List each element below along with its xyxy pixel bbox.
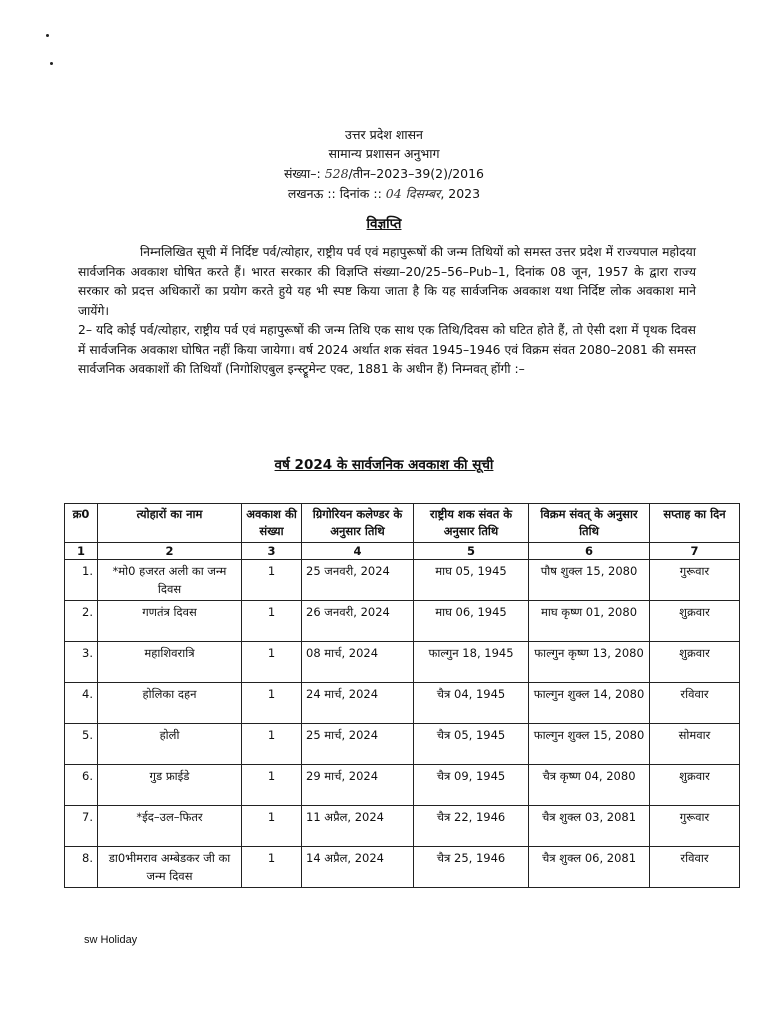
row-weekday: शुक्रवार [650, 765, 740, 806]
row-gregorian-date: 11 अप्रैल, 2024 [302, 806, 414, 847]
column-number: 1 [65, 543, 98, 560]
holiday-table [64, 503, 740, 888]
row-serial: 4. [65, 683, 98, 724]
row-festival-name: होली [98, 724, 242, 765]
column-number: 6 [529, 543, 650, 560]
header-serial: क्र0 [65, 504, 98, 543]
row-gregorian-date: 29 मार्च, 2024 [302, 765, 414, 806]
row-serial: 8. [65, 847, 98, 888]
row-holiday-count: 1 [242, 806, 302, 847]
notice-body [78, 243, 696, 380]
table-row [65, 642, 740, 683]
reference-prefix: संख्या–: [283, 166, 321, 181]
row-weekday: शुक्रवार [650, 601, 740, 642]
row-weekday: गुरूवार [650, 560, 740, 601]
row-shaka-date: फाल्गुन 18, 1945 [414, 642, 529, 683]
handwritten-date: 04 दिसम्बर [385, 186, 441, 201]
header-department: सामान्य प्रशासन अनुभाग [328, 146, 440, 161]
column-number: 3 [242, 543, 302, 560]
row-serial: 1. [65, 560, 98, 601]
row-shaka-date: माघ 05, 1945 [414, 560, 529, 601]
row-festival-name: डा0भीमराव अम्बेडकर जी का जन्म दिवस [98, 847, 242, 888]
row-vikram-date: चैत्र शुक्ल 06, 2081 [529, 847, 650, 888]
row-shaka-date: चैत्र 22, 1946 [414, 806, 529, 847]
row-holiday-count: 1 [242, 847, 302, 888]
header-shaka-date: राष्ट्रीय शक संवत के अनुसार तिथि [414, 504, 529, 543]
date-rest: , 2023 [440, 186, 481, 201]
row-holiday-count: 1 [242, 642, 302, 683]
row-vikram-date: माघ कृष्ण 01, 2080 [529, 601, 650, 642]
row-weekday: गुरूवार [650, 806, 740, 847]
header-government: उत्तर प्रदेश शासन [345, 127, 423, 142]
row-weekday: सोमवार [650, 724, 740, 765]
column-number-row [65, 543, 740, 560]
date-prefix: लखनऊ :: दिनांक :: [287, 186, 382, 201]
row-holiday-count: 1 [242, 601, 302, 642]
row-serial: 6. [65, 765, 98, 806]
row-gregorian-date: 14 अप्रैल, 2024 [302, 847, 414, 888]
column-number: 4 [302, 543, 414, 560]
row-serial: 2. [65, 601, 98, 642]
row-festival-name: गुड फ्राईडे [98, 765, 242, 806]
row-shaka-date: चैत्र 09, 1945 [414, 765, 529, 806]
row-vikram-date: फाल्गुन शुक्ल 15, 2080 [529, 724, 650, 765]
row-festival-name: *ईद–उल–फितर [98, 806, 242, 847]
row-vikram-date: चैत्र कृष्ण 04, 2080 [529, 765, 650, 806]
paragraph-2: 2– यदि कोई पर्व/त्योहार, राष्ट्रीय पर्व एवं महापुरूषों की जन्म तिथि एक साथ एक तिथि/दिवस को घटित होते हैं, तो ऐसी दशा में पृथक दिवस में सार्वजनिक अवकाश घोषित नहीं किया जायेगा। वर्ष 2024 अर्थात शक संवत 1945–1946 एवं विक्रम संवत 2080–2081 की समस्त सार्वजनिक अवकाशों की तिथियाँ (निगोशिएबुल इन्स्ट्रूमेन्ट एक्ट, 1881 के अधीन हैं) निम्नवत् होंगी :– [78, 323, 696, 376]
table-row [65, 683, 740, 724]
table-header-row [65, 504, 740, 543]
column-number: 7 [650, 543, 740, 560]
header-vikram-date: विक्रम संवत् के अनुसार तिथि [529, 504, 650, 543]
row-festival-name: गणतंत्र दिवस [98, 601, 242, 642]
handwritten-number: 528 [324, 166, 349, 181]
scan-dot-top [46, 34, 49, 37]
row-vikram-date: फाल्गुन शुक्ल 14, 2080 [529, 683, 650, 724]
table-row [65, 724, 740, 765]
row-festival-name: महाशिवरात्रि [98, 642, 242, 683]
row-serial: 5. [65, 724, 98, 765]
row-weekday: शुक्रवार [650, 642, 740, 683]
header-festival-name: त्योहारों का नाम [98, 504, 242, 543]
row-shaka-date: चैत्र 25, 1946 [414, 847, 529, 888]
row-serial: 3. [65, 642, 98, 683]
row-vikram-date: चैत्र शुक्ल 03, 2081 [529, 806, 650, 847]
row-festival-name: *मो0 हजरत अली का जन्म दिवस [98, 560, 242, 601]
header-gregorian-date: ग्रिगोरियन कलेण्डर के अनुसार तिथि [302, 504, 414, 543]
row-weekday: रविवार [650, 683, 740, 724]
row-weekday: रविवार [650, 847, 740, 888]
notice-title: विज्ञप्ति [366, 216, 402, 232]
column-number: 5 [414, 543, 529, 560]
scan-dot-lower [50, 62, 53, 65]
row-holiday-count: 1 [242, 724, 302, 765]
header-date [0, 186, 768, 202]
row-vikram-date: फाल्गुन कृष्ण 13, 2080 [529, 642, 650, 683]
row-gregorian-date: 26 जनवरी, 2024 [302, 601, 414, 642]
row-festival-name: होलिका दहन [98, 683, 242, 724]
footer-label: sw Holiday [84, 934, 138, 946]
table-row [65, 806, 740, 847]
holiday-list-title: वर्ष 2024 के सार्वजनिक अवकाश की सूची [274, 457, 494, 473]
row-gregorian-date: 25 जनवरी, 2024 [302, 560, 414, 601]
row-holiday-count: 1 [242, 560, 302, 601]
paragraph-1: निम्नलिखित सूची में निर्दिष्ट पर्व/त्योहार, राष्ट्रीय पर्व एवं महापुरूषों की जन्म तिथियों को समस्त उत्तर प्रदेश में राज्यपाल महोदया सार्वजनिक अवकाश घोषित करते हैं। भारत सरकार की विज्ञप्ति संख्या–20/25–56–Pub–1, दिनांक 08 जून, 1957 के द्वारा राज्य सरकार को प्रदत्त अधिकारों का प्रयोग करते हुये यह भी स्पष्ट किया जाता है कि यह सार्वजनिक अवकाश यथा निर्दिष्ट लोक अवकाश माने जायेंगे। [78, 245, 696, 318]
table-row [65, 847, 740, 888]
table-row [65, 560, 740, 601]
row-vikram-date: पौष शुक्ल 15, 2080 [529, 560, 650, 601]
row-holiday-count: 1 [242, 683, 302, 724]
row-serial: 7. [65, 806, 98, 847]
row-gregorian-date: 25 मार्च, 2024 [302, 724, 414, 765]
row-holiday-count: 1 [242, 765, 302, 806]
table-row [65, 765, 740, 806]
header-reference-number [0, 166, 768, 182]
header-weekday: सप्ताह का दिन [650, 504, 740, 543]
row-gregorian-date: 08 मार्च, 2024 [302, 642, 414, 683]
row-shaka-date: चैत्र 05, 1945 [414, 724, 529, 765]
table-row [65, 601, 740, 642]
header-holiday-count: अवकाश की संख्या [242, 504, 302, 543]
reference-rest: /तीन–2023–39(2)/2016 [348, 166, 485, 181]
row-gregorian-date: 24 मार्च, 2024 [302, 683, 414, 724]
row-shaka-date: माघ 06, 1945 [414, 601, 529, 642]
column-number: 2 [98, 543, 242, 560]
row-shaka-date: चैत्र 04, 1945 [414, 683, 529, 724]
